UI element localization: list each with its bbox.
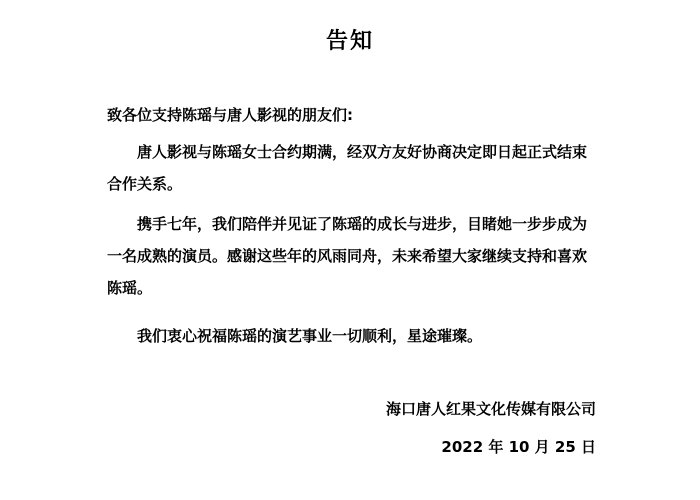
signer-company: 海口唐人红果文化传媒有限公司 bbox=[385, 400, 596, 418]
notice-date: 2022 年 10 月 25 日 bbox=[441, 438, 596, 456]
paragraph-contract-end: 唐人影视与陈瑶女士合约期满，经双方友好协商决定即日起正式结束合作关系。 bbox=[107, 143, 588, 193]
paragraph-seven-years: 携手七年，我们陪伴并见证了陈瑶的成长与进步，目睹她一步步成为一名成熟的演员。感谢这些年的风雨同舟，未来希望大家继续支持和喜欢陈瑶。 bbox=[107, 215, 588, 297]
notice-title: 告知 bbox=[325, 29, 374, 54]
paragraph-blessing: 我们衷心祝福陈瑶的演艺事业一切顺利，星途璀璨。 bbox=[137, 327, 483, 345]
salutation: 致各位支持陈瑶与唐人影视的朋友们: bbox=[107, 106, 354, 124]
